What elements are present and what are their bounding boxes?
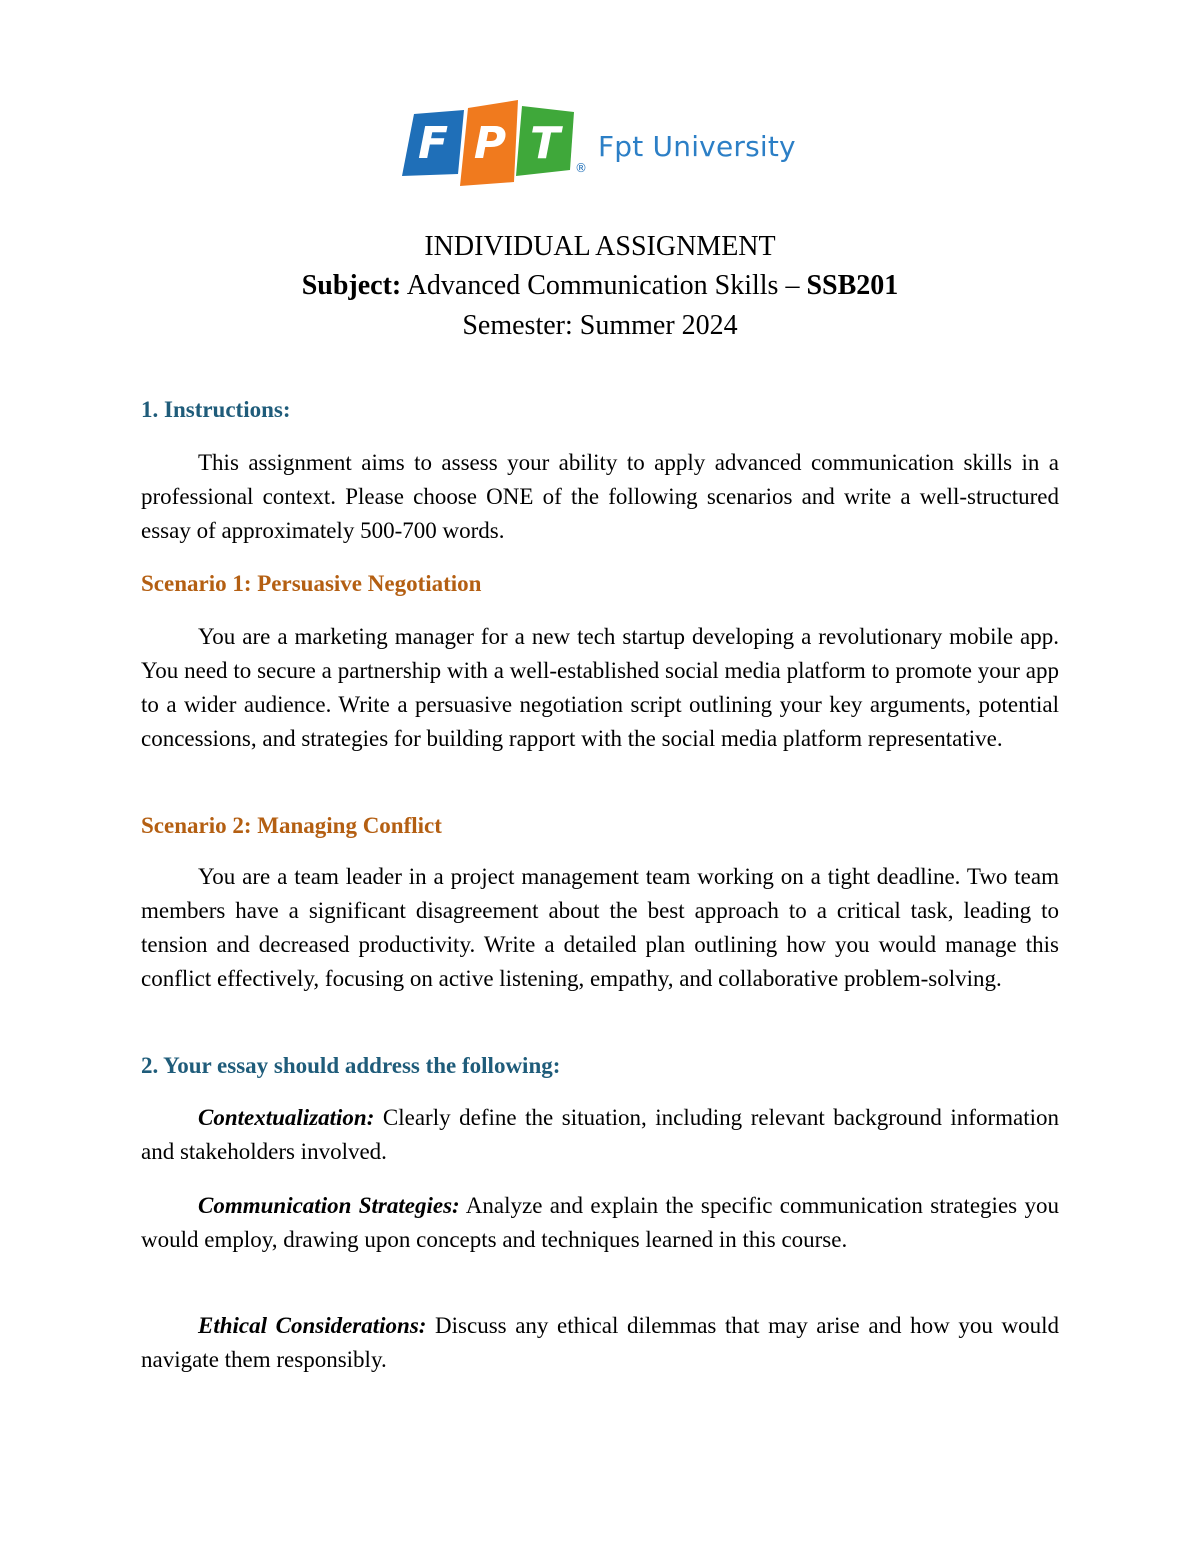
- requirement-item-communication-strategies: [141, 1189, 1059, 1257]
- instructions-heading: 1. Instructions:: [141, 397, 291, 422]
- assignment-title: INDIVIDUAL ASSIGNMENT: [424, 231, 776, 262]
- requirement-label: Communication Strategies:: [198, 1193, 460, 1218]
- logo-text: Fpt University: [598, 130, 796, 163]
- svg-text:®: ®: [575, 161, 587, 175]
- requirement-text: Clearly define the situation, including relevant background information and stakeholders involved.: [141, 1105, 1059, 1164]
- list-item: [141, 1189, 1059, 1257]
- requirement-text: Analyze and explain the specific communication strategies you would employ, drawing upon concepts and techniques learned in this course.: [141, 1193, 1059, 1252]
- scenario1-text: You are a marketing manager for a new tech startup developing a revolutionary mobile app. You need to secure a partnership with a well-established social media platform to promote your app to a wider audience. Write a persuasive negotiation script outlining your key arguments, potential concessions, and strategies for building rapport with the social media platform representative.: [141, 624, 1059, 751]
- scenario2-text: You are a team leader in a project management team working on a tight deadline. Two team members have a significant disagreement about the best approach to a critical task, leading to tension and decreased productivity. Write a detailed plan outlining how you would manage this conflict effectively, focusing on active listening, empathy, and collaborative problem-solving.: [141, 864, 1059, 991]
- instructions-intro-block: [141, 446, 1059, 548]
- list-item: [141, 1101, 1059, 1169]
- scenario2-text-block: [141, 860, 1059, 996]
- subject-code: SSB201: [806, 270, 899, 301]
- scenario1-heading: Scenario 1: Persuasive Negotiation: [141, 571, 482, 596]
- requirement-label: Ethical Considerations:: [198, 1313, 427, 1338]
- requirement-item-ethical-considerations: [141, 1309, 1059, 1377]
- instructions-intro: This assignment aims to assess your ability to apply advanced communication skills in a professional context. Please choose ONE of the following scenarios and write a well-structured essay of approximately 500-700 words.: [141, 450, 1059, 543]
- svg-text:T: T: [529, 118, 561, 169]
- section-instructions-heading: [141, 395, 1059, 425]
- scenario2-heading: Scenario 2: Managing Conflict: [141, 813, 442, 838]
- svg-text:P: P: [473, 118, 507, 169]
- section-essay-heading: [141, 1051, 1059, 1081]
- scenario1-heading-block: [141, 569, 1059, 599]
- list-item: [141, 1309, 1059, 1377]
- subject-line: [0, 268, 1200, 304]
- fpt-logo-mark-icon: [398, 96, 598, 190]
- subject-name: Advanced Communication Skills –: [401, 270, 807, 301]
- subject-label: Subject:: [301, 270, 402, 301]
- requirement-item-contextualization: [141, 1101, 1059, 1169]
- essay-requirements-heading: 2. Your essay should address the following:: [141, 1053, 561, 1078]
- semester-line: Semester: Summer 2024: [462, 310, 738, 341]
- svg-text:F: F: [417, 118, 449, 169]
- scenario1-text-block: [141, 620, 1059, 756]
- scenario2-heading-block: [141, 811, 1059, 841]
- fpt-university-logo: [398, 96, 808, 190]
- requirement-text: Discuss any ethical dilemmas that may arise and how you would navigate them responsibly.: [141, 1313, 1059, 1372]
- requirement-label: Contextualization:: [198, 1105, 375, 1130]
